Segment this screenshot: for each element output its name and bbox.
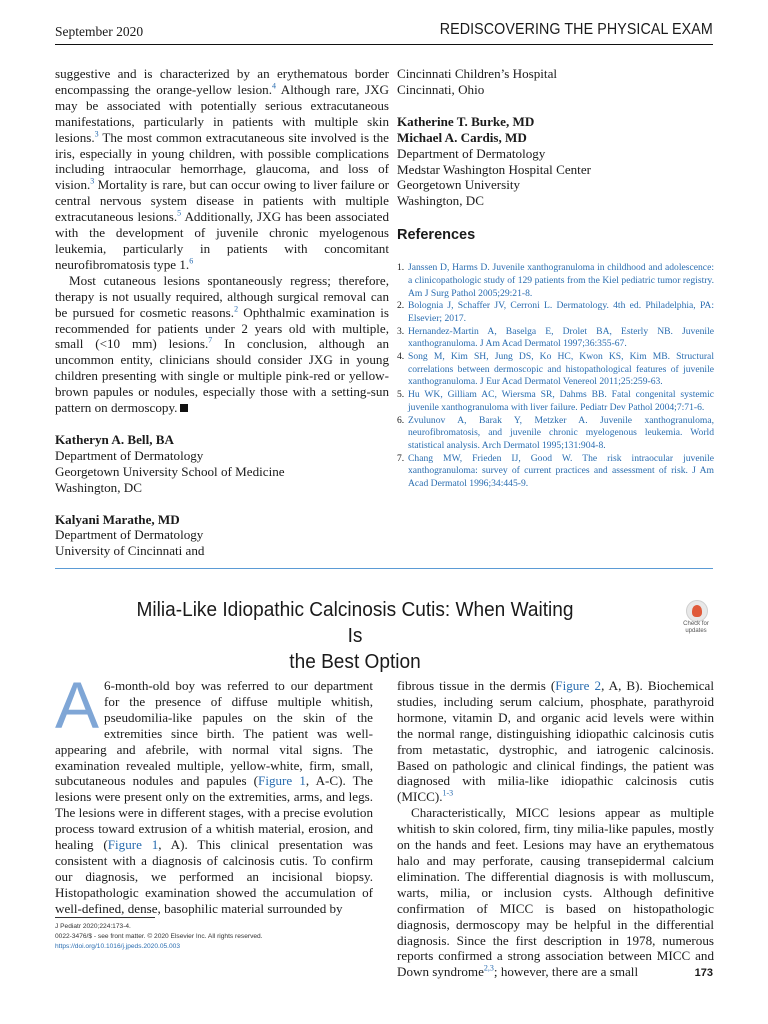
affiliation-line: Department of Dermatology [55, 447, 204, 463]
reference-item[interactable]: 5. Hu WK, Gilliam AC, Wiersma SR, Dahms BB. Fatal congenital systemic juvenile xanthogranuloma with liver failure. Pediatr Dev Pathol 2004;7:71-6. [397, 389, 714, 413]
affiliation-line: Medstar Washington Hospital Center [397, 161, 591, 177]
citation[interactable]: 1-3 [442, 788, 454, 798]
check-for-updates-icon [686, 600, 708, 622]
copyright-line: 0022-3476/$ - see front matter. © 2020 Elsevier Inc. All rights reserved. [55, 932, 263, 940]
affiliation-line: Cincinnati Children’s Hospital [397, 66, 558, 81]
page-number: 173 [694, 967, 713, 979]
citation[interactable]: 4 [271, 81, 276, 91]
affiliation-line: Department of Dermatology [55, 527, 204, 543]
figure-link[interactable]: Figure 2 [555, 678, 602, 693]
figure-link[interactable]: Figure 1 [258, 773, 306, 789]
citation[interactable]: 5 [177, 208, 182, 218]
citation[interactable]: 6 [189, 256, 194, 266]
affiliation-line: University of Cincinnati and [55, 543, 205, 559]
prev-article-column-2 [397, 66, 714, 491]
affiliation-continued [397, 66, 714, 98]
check-for-updates-badge[interactable] [675, 600, 717, 638]
article-paragraph-1: A 6-month-old boy was referred to our department for the presence of diffuse multiple whitish, pseudomilia-like papules on the skin of the extremities since birth. The patient was well-appearing and afebrile, with normal vital signs. The examination revealed multiple, yellow-white, firm, small, subcutaneous nodules and papules (Figure 1, A-C). The lesions were present only on the extremities, arms, and legs. The lesions were in different stages, with a precise evolution process toward extrusion of a whitish material, erosion, and healing (Figure 1, A). This clinical presentation was consistent with a diagnosis of calcinosis cutis. To confirm our diagnosis, we performed an incisional biopsy. Histopathologic examination showed the accumulation of well-defined, dense, basophilic material surrounded by [55, 668, 373, 916]
author-name: Kalyani Marathe, MD [55, 511, 180, 527]
citation[interactable]: 2,3 [483, 963, 494, 973]
citation-line: J Pediatr 2020;224:173-4. [55, 923, 131, 930]
author-name: Michael A. Cardis, MD [397, 129, 527, 145]
end-of-article-mark [180, 404, 188, 412]
footnote-rule [55, 917, 155, 918]
affiliation-line: Department of Dermatology [397, 145, 546, 161]
figure-link[interactable]: Figure 1 [107, 837, 159, 853]
prev-paragraph-2: Most cutaneous lesions spontaneously regress; therefore, therapy is not usually required, although surgical removal can be pursued for cosmetic reasons.$^2$ Ophthalmic examination is recommended for patients under 2 years old with multiple, small (<10 mm) lesions.$^7$ In conclusion, although an uncommon entity, clinicians should consider JXG in young children presenting with single or multiple pink-red or yellow-brown papules or nodules, especially those with a setting-sun pattern on dermoscopy. [55, 272, 390, 416]
doi-link[interactable]: https://doi.org/10.1016/j.jpeds.2020.05.003 [55, 942, 181, 950]
affiliation-line: Georgetown University [397, 177, 521, 193]
citation[interactable]: 2 [234, 304, 239, 314]
header-rule [55, 44, 713, 45]
reference-item[interactable]: 4. Song M, Kim SH, Jung DS, Ko HC, Kwon KS, Kim MB. Structural correlations between dermoscopic and histopathological features of juvenile xanthogranuloma. J Eur Acad Dermatol Venereol 2011;25:259-63. [397, 351, 714, 388]
author-block-1 [55, 432, 389, 496]
footnote [55, 922, 263, 951]
reference-list [397, 262, 714, 491]
author-name: Katherine T. Burke, MD [397, 113, 535, 129]
author-block-2 [55, 512, 389, 560]
prev-article-column-1 [55, 66, 389, 559]
affiliation-line: Cincinnati, Ohio [397, 81, 485, 97]
author-block-3 [397, 114, 714, 209]
article-column-1 [55, 668, 373, 917]
citation[interactable]: 7 [208, 336, 213, 346]
reference-item[interactable]: 3. Hernandez-Martin A, Baselga E, Drolet BA, Esterly NB. Juvenile xanthogranuloma. J Am Acad Dermatol 1997;36:355-67. [397, 325, 714, 350]
affiliation-line: Washington, DC [397, 193, 484, 209]
article-separator-rule [55, 568, 713, 569]
reference-item[interactable]: 1. Janssen D, Harms D. Juvenile xanthogranuloma in childhood and adolescence: a clinicopathologic study of 129 patients from the Kiel pediatric tumor registry. Am J Surg Pathol 2005;29:21-8. [397, 262, 714, 299]
citation[interactable]: 3 [90, 176, 95, 186]
references-heading: References [397, 227, 476, 244]
header-section-title: REDISCOVERING THE PHYSICAL EXAM [439, 21, 713, 38]
author-name: Katheryn A. Bell, BA [55, 431, 174, 447]
reference-item[interactable]: 6. Zvulunov A, Barak Y, Metzker A. Juvenile xanthogranuloma, neurofibromatosis, and juvenile chronic myelogenous leukemia. World statistical analysis. Arch Dermatol 1995;131:904-8. [397, 414, 714, 451]
article-title: Milia-Like Idiopathic Calcinosis Cutis: When Waiting Is the Best Option [136, 598, 574, 673]
drop-cap: A [55, 668, 100, 742]
reference-item[interactable]: 7. Chang MW, Frieden IJ, Good W. The risk intraocular juvenile xanthogranuloma: survey of current practices and assessment of risk. J Am Acad Dermatol 1996;34:445-9. [397, 452, 714, 490]
affiliation-line: Georgetown University School of Medicine [55, 463, 285, 479]
article-paragraph-3: Characteristically, MICC lesions appear as multiple whitish to skin colored, firm, tiny milia-like papules, mostly on the hands and feet. Lesions may have an erythematous halo and may perforate, causing transepidermal calcium elimination. The differential diagnosis is with molluscum, warts, milia, or inclusion cysts. Although definitive confirmation of MICC is based on histopathologic diagnosis, dermoscopy may be helpful in the differential diagnosis. Since the first description in 1978, numerous reports confirmed a strong association between MICC and Down syndrome$^{2,3}$; however, there are a small [397, 805, 714, 980]
citation[interactable]: 3 [94, 129, 99, 139]
reference-item[interactable]: 2. Bolognia J, Schaffer JV, Cerroni L. Dermatology. 4th ed. Philadelphia, PA: Elsevier; 2017. [397, 300, 714, 324]
prev-paragraph-1: suggestive and is characterized by an erythematous border encompassing the orange-yellow lesion.$^4$ Although rare, JXG may be associated with potentially serious extracutaneous manifestations, particularly in patients with multiple skin lesions.$^3$ The most common extracutaneous site involved is the iris, especially in young children, with possible complications including intraocular hemorrhage, glaucoma, and loss of vision.$^3$ Mortality is rare, but can occur owing to liver failure or central nervous system disease in patients with multiple extracutaneous lesions.$^5$ Additionally, JXG has been associated with the development of juvenile chronic myelogenous leukemia, particularly in patients with concomitant neurofibromatosis type 1.$^6$ [55, 66, 389, 272]
header-date: September 2020 [55, 24, 144, 39]
check-for-updates-label: Check for updates [683, 621, 709, 634]
article-paragraph-2: fibrous tissue in the dermis (Figure 2, A, B). Biochemical studies, including serum calcium, phosphate, parathyroid hormone, vitamin D, and organic acid levels were within the normal range, distinguishing idiopathic calcinosis cutis from metastatic, dystrophic, and iatrogenic calcinosis. Based on pathologic and clinical findings, the patient was diagnosed with milia-like idiopathic calcinosis cutis (MICC).$^{1-3}$ [397, 678, 715, 805]
article-column-2 [397, 678, 714, 980]
affiliation-line: Washington, DC [55, 479, 142, 495]
